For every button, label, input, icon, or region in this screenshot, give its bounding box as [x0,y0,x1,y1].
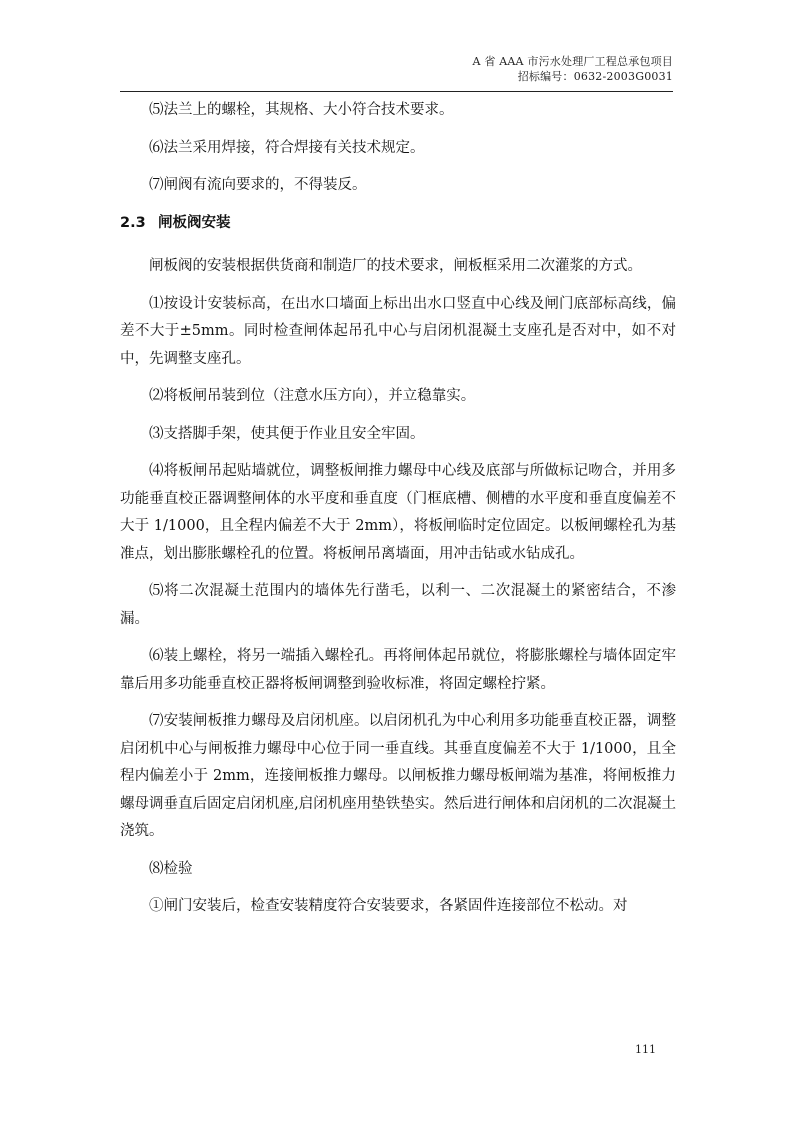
paragraph-step-6: ⑹装上螺栓，将另一端插入螺栓孔。再将闸体起吊就位，将膨胀螺栓与墙体固定牢靠后用多功能垂直校正器将板闸调整到验收标准，将固定螺栓拧紧。 [120,648,676,692]
paragraph-inspection-1: ①闸门安装后，检查安装精度符合安装要求，各紧固件连接部位不松动。对 [149,898,628,914]
paragraph-step-3: ⑶支搭脚手架，使其便于作业且安全牢固。 [149,425,425,442]
paragraph-flange-bolts: ⑸法兰上的螺栓，其规格、大小符合技术要求。 [149,102,454,118]
paragraph-valve-direction: ⑺闸阀有流向要求的，不得装反。 [149,177,367,193]
paragraph-step-1: ⑴按设计安装标高，在出水口墙面上标出出水口竖直中心线及闸门底部标高线，偏差不大于±5mm。同时检查闸体起吊孔中心与启闭机混凝土支座孔是否对中，如不对中，先调整支座孔。 [120,295,676,367]
header-tender-number: 招标编号：0632-2003G0031 [517,70,673,83]
paragraph-flange-welding: ⑹法兰采用焊接，符合焊接有关技术规定。 [149,139,425,156]
paragraph-step-2: ⑵将板闸吊装到位（注意水压方向），并立稳靠实。 [149,388,476,404]
document-body [120,97,676,931]
header-project-title: A 省 AAA 市污水处理厂工程总承包项目 [472,55,673,68]
paragraph-step-4: ⑷将板闸吊起贴墙就位，调整板闸推力螺母中心线及底部与所做标记吻合，并用多功能垂直校正器调整闸体的水平度和垂直度（门框底槽、侧槽的水平度和垂直度偏差不大于 1/1000，且全程内偏差不大于 2mm），将板闸临时定位固定。以板闸螺栓孔为基准点，划出膨胀螺栓孔的位置。将板闸吊离墙面，用冲击钻或水钻成孔。 [120,463,676,562]
paragraph-intro: 闸板阀的安装根据供货商和制造厂的技术要求，闸板框采用二次灌浆的方式。 [149,258,642,274]
section-heading [120,210,676,238]
section-number: 2.3 [120,214,146,231]
header-divider [120,91,673,92]
page-header [120,54,673,90]
paragraph-step-7: ⑺安装闸板推力螺母及启闭机座。以启闭机孔为中心利用多功能垂直校正器，调整启闭机中心与闸板推力螺母中心位于同一垂直线。其垂直度偏差不大于 1/1000，且全程内偏差小于 2mm，连接闸板推力螺母。以闸板推力螺母板闸端为基准，将闸板推力螺母调垂直后固定启闭机座,启闭机座用垫铁垫实。然后进行闸体和启闭机的二次混凝土浇筑。 [120,713,676,839]
paragraph-step-5: ⑸将二次混凝土范围内的墙体先行凿毛，以利一、二次混凝土的紧密结合，不渗漏。 [120,583,676,627]
paragraph-step-8: ⑻检验 [149,860,193,877]
page-number: 111 [635,1043,656,1056]
section-title: 闸板阀安装 [158,214,231,231]
